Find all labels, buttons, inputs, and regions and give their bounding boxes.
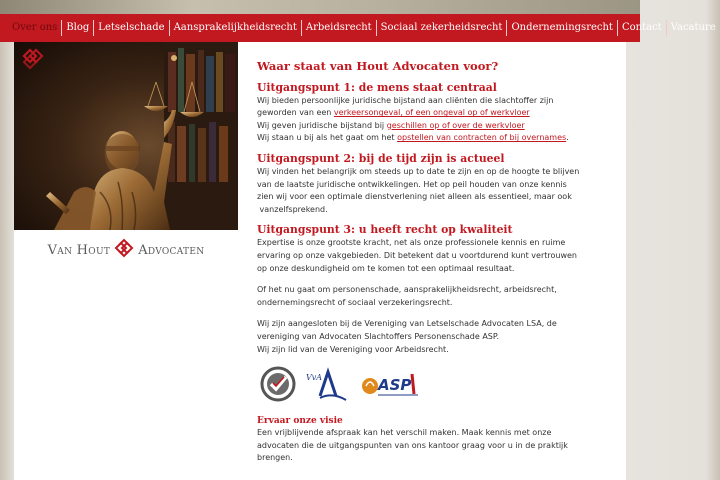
spacer (257, 406, 607, 415)
membership-line-2: vereniging van Advocaten Slachtoffers Personenschade ASP. (257, 331, 500, 341)
membership-line-1: Wij zijn aangesloten bij de Vereniging van Letselschade Advocaten LSA, de (257, 319, 557, 329)
section-3-line-2: ervaring op onze vakgebieden. Dit betekent dat u voortdurend kunt vertrouwen (257, 250, 577, 260)
section-1-line-3-text: Wij geven juridische bijstand bij (257, 120, 387, 130)
membership-line-3: Wij zijn lid van de Vereniging voor Arbeidsrecht. (257, 344, 449, 354)
visie-heading: Ervaar onze visie (257, 416, 343, 427)
section-1-heading: Uitgangspunt 1: de mens staat centraal (257, 80, 497, 94)
vva-logo-text: VvA (306, 372, 323, 382)
section-3-heading: Uitgangspunt 3: u heeft recht op kwaliteit (257, 223, 513, 237)
nav-item-aansprakelijkheidsrecht[interactable]: Aansprakelijkheidsrecht (170, 20, 302, 36)
association-logos (260, 366, 607, 406)
nav-item-ondernemingsrecht[interactable]: Ondernemingsrecht (507, 20, 618, 36)
section-2-line-2: van de laatste juridische ontwikkelingen. Het op peil houden van onze kennis (257, 179, 567, 189)
nav-item-blog[interactable]: Blog (62, 20, 94, 36)
top-strip (0, 0, 640, 14)
visie-line-1: Een vrijblijvende afspraak kan het verschil maken. Maak kennis met onze (257, 428, 552, 438)
section-1-line-4 (257, 132, 607, 145)
section-2-line-1: Wij vinden het belangrijk om steeds up to date te zijn en op de hoogte te blijven (257, 166, 580, 176)
lsa-checkmark-logo[interactable] (260, 366, 296, 407)
section-1-line-3 (257, 120, 607, 133)
section-2-line-3: zien wij voor een optimale dienstverlening niet alleen als essentieel, maar ook (257, 192, 572, 202)
nav-item-letselschade[interactable]: Letselschade (94, 20, 169, 36)
practice-areas-line-2: ondernemingsrecht of sociaal verzekeringsrecht. (257, 297, 453, 307)
nav-item-vacature[interactable]: Vacature (670, 22, 716, 33)
page-content-area (14, 42, 626, 480)
brand-logo[interactable] (14, 230, 238, 270)
link-geschillen-werkvloer[interactable]: geschillen op of over de werkvloer (386, 120, 525, 130)
brand-diamond-icon (113, 237, 135, 263)
asp-logo-text: ASP (378, 375, 412, 394)
link-verkeersongeval[interactable]: verkeersongeval, of een ongeval op of werkvloer (333, 108, 530, 118)
section-1-line-2 (257, 107, 607, 120)
page-title: Waar staat van Hout Advocaten voor? (257, 59, 499, 73)
nav-item-sociaal-zekerheidsrecht[interactable]: Sociaal zekerheidsrecht (377, 20, 508, 36)
section-3-line-3: op onze deskundigheid om te komen tot een optimaal resultaat. (257, 263, 515, 273)
section-1-line-1: Wij bieden persoonlijke juridische bijstand aan cliënten die slachtoffer zijn (257, 95, 554, 105)
main-article (257, 60, 607, 465)
vva-logo[interactable] (306, 366, 350, 407)
visie-line-2: advocaten die de uitgangspunten van ons kantoor graag voor u in de praktijk (257, 440, 568, 450)
section-3-line-1: Expertise is onze grootste kracht, net als onze professionele kennis en ruime (257, 238, 566, 248)
link-contracten-overnames[interactable]: opstellen van contracten of bij overnames (397, 133, 567, 143)
nav-item-arbeidsrecht[interactable]: Arbeidsrecht (302, 20, 377, 36)
lady-justice-photo (14, 42, 238, 230)
spacer (257, 309, 607, 318)
main-navigation (0, 14, 716, 42)
section-1-line-4-end: . (566, 133, 569, 143)
section-1-line-2-text: geworden van een (257, 108, 334, 118)
nav-item-contact[interactable]: Contact (618, 20, 667, 36)
spacer (257, 216, 607, 223)
spacer (257, 275, 607, 284)
section-2-line-4: vanzelfsprekend. (257, 204, 328, 214)
diamond-logo-mark (24, 50, 42, 68)
asp-logo[interactable] (360, 366, 430, 407)
nav-item-over-ons[interactable]: Over ons (0, 20, 62, 36)
practice-areas-line-1: Of het nu gaat om personenschade, aansprakelijkheidsrecht, arbeidsrecht, (257, 285, 557, 295)
spacer (257, 145, 607, 152)
brand-name-left: Van Hout (47, 242, 111, 258)
section-2-heading: Uitgangspunt 2: bij de tijd zijn is actueel (257, 151, 505, 165)
visie-line-3: brengen. (257, 453, 293, 463)
section-1-line-4-text: Wij staan u bij als het gaat om het (257, 133, 398, 143)
brand-name-right: Advocaten (138, 242, 205, 258)
